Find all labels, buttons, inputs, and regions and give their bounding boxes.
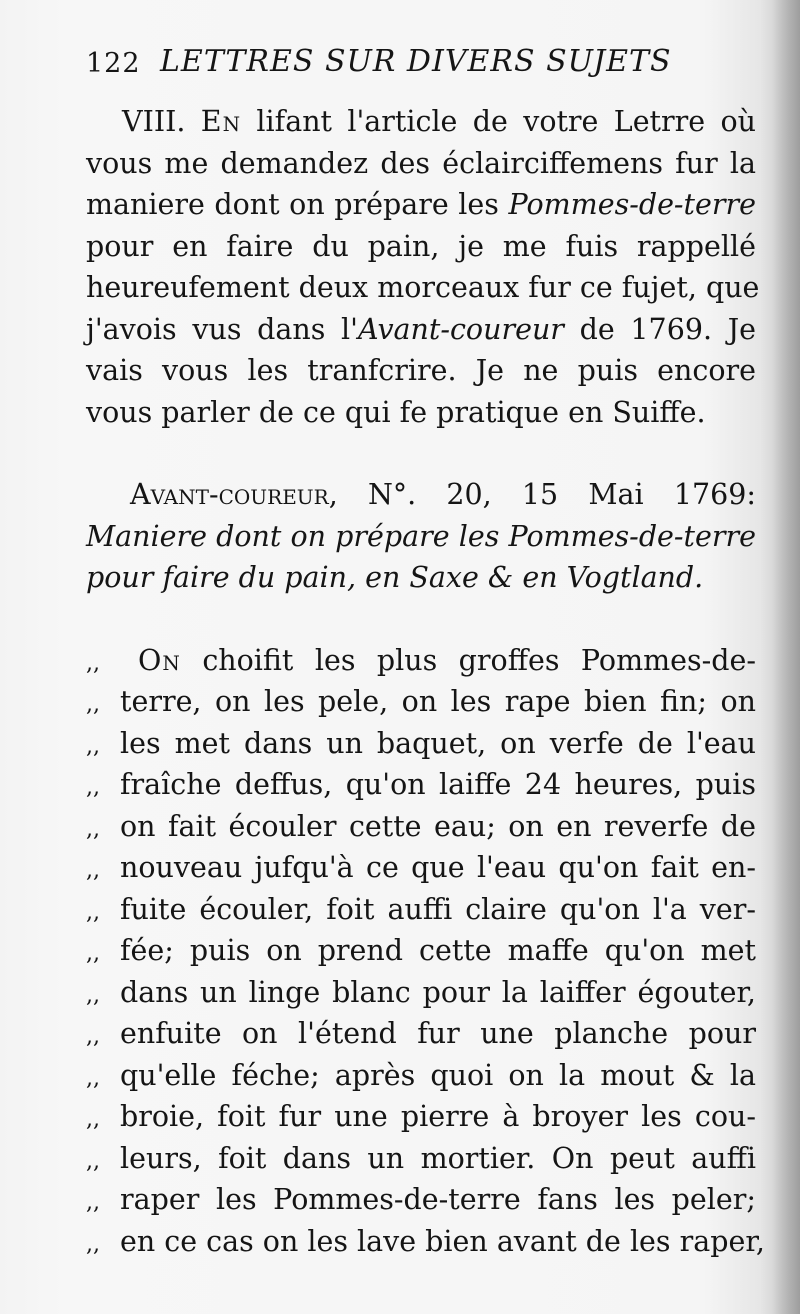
line-text: les met dans un baquet, on verfe de l'eau <box>120 726 756 760</box>
line-text: dans un linge blanc pour la laiffer égouter, <box>120 975 756 1009</box>
text-line <box>86 226 756 268</box>
excerpt-heading <box>86 474 756 599</box>
heading-line <box>86 516 756 558</box>
quote-line <box>86 806 756 848</box>
quote-line <box>86 847 756 889</box>
quote-line <box>86 1221 765 1263</box>
page-gutter-shadow <box>772 0 800 1314</box>
quote-mark: ,, <box>86 899 100 925</box>
running-title: LETTRES SUR DIVERS SUJETS <box>160 44 672 79</box>
line-text: heureufement deux morceaux fur ce fujet, que <box>86 271 760 304</box>
quote-line <box>86 930 756 972</box>
page-number: 122 <box>86 48 141 79</box>
source-reference: , N°. 20, 15 Mai 1769: <box>328 478 756 511</box>
quote-line <box>86 1055 756 1097</box>
line-text: lifant l'article de votre Letrre où <box>241 105 756 138</box>
line-text: fuite écouler, foit auffi claire qu'on l'a ver- <box>120 892 756 926</box>
line-text: qu'elle féche; après quoi on la mout & la <box>120 1058 756 1092</box>
source-title: Avant-coureur <box>130 478 329 511</box>
line-text: fraîche deffus, qu'on laiffe 24 heures, puis <box>120 768 756 801</box>
line-text: vais vous les tranfcrire. Je ne puis encore <box>86 354 756 387</box>
line-text: vous parler de ce qui fe pratique en Suiffe. <box>86 395 706 429</box>
line-text <box>138 640 756 682</box>
page-header <box>86 42 676 86</box>
text-line <box>86 350 756 392</box>
quote-mark: ,, <box>86 1148 100 1174</box>
quote-mark: ,, <box>86 941 100 966</box>
quote-mark: ,, <box>86 650 100 676</box>
quote-mark: ,, <box>86 1065 100 1091</box>
drop-word: On <box>138 643 181 677</box>
section-number: VIII. <box>122 105 201 138</box>
line-text: j'avois vus dans l' <box>86 312 359 346</box>
italic-text: pour faire du pain, en Saxe & en Vogtland. <box>86 561 704 594</box>
line-text: de 1769. Je <box>563 312 757 346</box>
line-text: choifit les plus groffes Pommes-de- <box>180 643 756 677</box>
quote-line <box>86 1179 756 1221</box>
quote-mark: ,, <box>86 1024 100 1049</box>
page-body <box>86 101 765 1262</box>
text-line <box>86 309 756 351</box>
line-text: pour en faire du pain, je me fuis rappellé <box>86 229 756 263</box>
paragraph-viii <box>86 101 760 433</box>
line-text: vous me demandez des éclairciffemens fur la <box>86 146 756 180</box>
heading-line <box>86 474 756 516</box>
line-text: on fait écouler cette eau; on en reverfe de <box>120 809 756 843</box>
quote-mark: ,, <box>86 1107 100 1132</box>
quote-line <box>86 681 756 723</box>
quoted-excerpt <box>86 640 765 1263</box>
quote-line <box>86 1013 756 1055</box>
quote-mark: ,, <box>86 1231 100 1257</box>
line-text: fée; puis on prend cette maffe qu'on met <box>120 934 756 967</box>
italic-text: Avant-coureur <box>358 312 564 346</box>
quote-mark: ,, <box>86 1190 100 1215</box>
line-text: broie, foit fur une pierre à broyer les cou- <box>120 1100 756 1133</box>
italic-text: Pommes-de-terre <box>508 188 756 221</box>
line-text: enfuite on l'étend fur une planche pour <box>120 1017 756 1050</box>
quote-mark: ,, <box>86 775 100 800</box>
quote-line <box>86 972 756 1014</box>
text-line <box>122 101 756 143</box>
text-line <box>86 392 756 434</box>
drop-word: En <box>200 105 242 138</box>
quote-mark: ,, <box>86 982 100 1008</box>
text-line <box>86 184 756 226</box>
quote-line <box>86 640 756 682</box>
quote-line <box>86 764 756 806</box>
text-line <box>86 267 760 309</box>
text-line <box>86 143 756 185</box>
line-text: terre, on les pele, on les rape bien fin; on <box>120 685 756 718</box>
quote-line <box>86 1138 756 1180</box>
line-text: leurs, foit dans un mortier. On peut auffi <box>120 1141 756 1175</box>
line-text: en ce cas on les lave bien avant de les raper, <box>120 1224 765 1258</box>
quote-mark: ,, <box>86 816 100 842</box>
quote-line <box>86 1096 756 1138</box>
line-text: raper les Pommes-de-terre fans les peler; <box>120 1183 756 1216</box>
heading-line <box>86 557 756 599</box>
line-text: nouveau jufqu'à ce que l'eau qu'on fait en- <box>120 851 756 884</box>
line-text: maniere dont on prépare les <box>86 188 509 221</box>
quote-mark: ,, <box>86 858 100 883</box>
quote-line <box>86 889 756 931</box>
quote-mark: ,, <box>86 733 100 759</box>
quote-mark: ,, <box>86 692 100 717</box>
quote-line <box>86 723 756 765</box>
italic-text: Maniere dont on prépare les Pommes-de-terre <box>86 519 756 553</box>
